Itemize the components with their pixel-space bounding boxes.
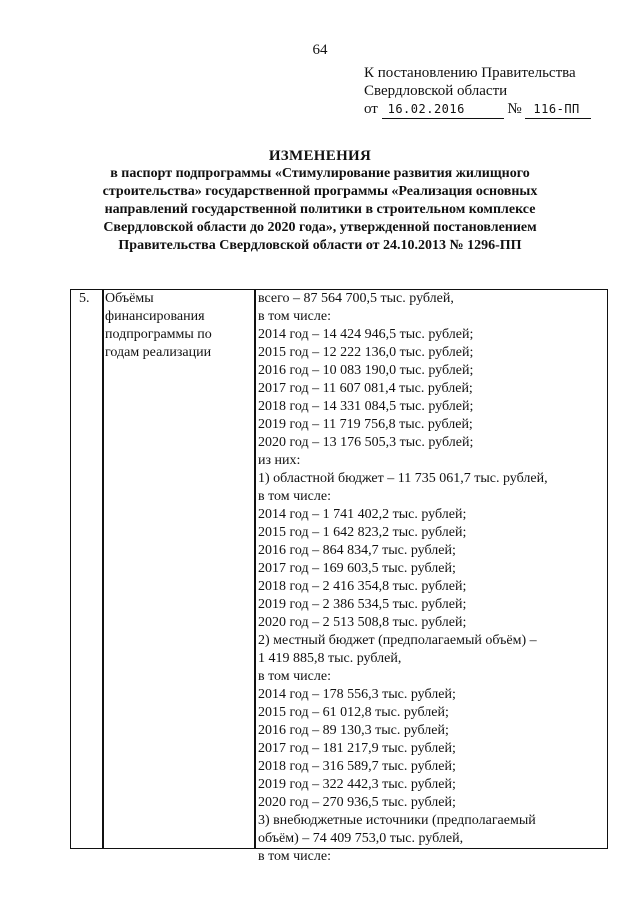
financing-line: 2017 год – 181 217,9 тыс. рублей; <box>258 741 456 756</box>
financing-line: в том числе: <box>258 849 331 864</box>
passport-table <box>70 289 608 864</box>
financing-line: 2) местный бюджет (предполагаемый объём) – <box>258 633 537 648</box>
column-divider-2 <box>254 290 256 848</box>
document-heading <box>0 148 640 255</box>
page-number: 64 <box>312 42 328 58</box>
financing-line: 2015 год – 61 012,8 тыс. рублей; <box>258 705 449 720</box>
financing-line: 2020 год – 13 176 505,3 тыс. рублей; <box>258 435 474 450</box>
financing-line: 2016 год – 89 130,3 тыс. рублей; <box>258 723 449 738</box>
approval-line-2: Свердловской области <box>364 83 508 99</box>
financing-line: 2014 год – 178 556,3 тыс. рублей; <box>258 687 456 702</box>
financing-line: 2014 год – 14 424 946,5 тыс. рублей; <box>258 327 474 342</box>
financing-line: из них: <box>258 453 301 468</box>
approval-line-1: К постановлению Правительства <box>364 65 576 81</box>
financing-line: всего – 87 564 700,5 тыс. рублей, <box>258 291 454 306</box>
heading-title: ИЗМЕНЕНИЯ <box>268 148 372 164</box>
approval-number: 116-ПП <box>525 100 591 119</box>
financing-line: 2017 год – 169 603,5 тыс. рублей; <box>258 561 456 576</box>
financing-line: 2019 год – 11 719 756,8 тыс. рублей; <box>258 417 473 432</box>
financing-line: 1 419 885,8 тыс. рублей, <box>258 651 402 666</box>
financing-line: 2019 год – 2 386 534,5 тыс. рублей; <box>258 597 467 612</box>
financing-line: 2020 год – 270 936,5 тыс. рублей; <box>258 795 456 810</box>
financing-line: 3) внебюджетные источники (предполагаемый <box>258 813 536 828</box>
number-label: № <box>507 101 522 117</box>
heading-line-2: строительства» государственной программы «Реализация основных <box>102 184 538 199</box>
financing-details-cell <box>258 290 603 866</box>
financing-line: 2018 год – 316 589,7 тыс. рублей; <box>258 759 456 774</box>
financing-line: 2016 год – 10 083 190,0 тыс. рублей; <box>258 363 474 378</box>
financing-line: 2018 год – 2 416 354,8 тыс. рублей; <box>258 579 467 594</box>
financing-line: 2014 год – 1 741 402,2 тыс. рублей; <box>258 507 467 522</box>
financing-line: 1) областной бюджет – 11 735 061,7 тыс. рублей, <box>258 471 548 486</box>
heading-line-3: направлений государственной политики в строительном комплексе <box>104 202 536 217</box>
label-line: годам реализации <box>105 345 212 360</box>
heading-line-1: в паспорт подпрограммы «Стимулирование развития жилищного <box>110 166 530 181</box>
label-line: финансирования <box>105 309 205 324</box>
financing-line: в том числе: <box>258 489 331 504</box>
approval-date-line <box>364 100 591 119</box>
heading-line-5: Правительства Свердловской области от 24.10.2013 № 1296-ПП <box>118 238 522 253</box>
row-number-cell: 5. <box>79 291 90 306</box>
financing-line: 2016 год – 864 834,7 тыс. рублей; <box>258 543 456 558</box>
approval-block <box>364 64 591 119</box>
financing-line: объём) – 74 409 753,0 тыс. рублей, <box>258 831 464 846</box>
column-divider-1 <box>102 290 104 848</box>
financing-line: 2015 год – 12 222 136,0 тыс. рублей; <box>258 345 474 360</box>
label-line: подпрограммы по <box>105 327 212 342</box>
label-line: Объёмы <box>105 291 154 306</box>
approval-date: 16.02.2016 <box>382 100 504 119</box>
financing-line: 2018 год – 14 331 084,5 тыс. рублей; <box>258 399 474 414</box>
financing-line: в том числе: <box>258 669 331 684</box>
row-label-cell <box>105 290 255 362</box>
financing-line: 2017 год – 11 607 081,4 тыс. рублей; <box>258 381 473 396</box>
financing-line: 2019 год – 322 442,3 тыс. рублей; <box>258 777 456 792</box>
heading-line-4: Свердловской области до 2020 года», утвержденной постановлением <box>103 220 537 235</box>
financing-line: в том числе: <box>258 309 331 324</box>
from-label: от <box>364 101 378 117</box>
financing-line: 2015 год – 1 642 823,2 тыс. рублей; <box>258 525 467 540</box>
financing-line: 2020 год – 2 513 508,8 тыс. рублей; <box>258 615 467 630</box>
